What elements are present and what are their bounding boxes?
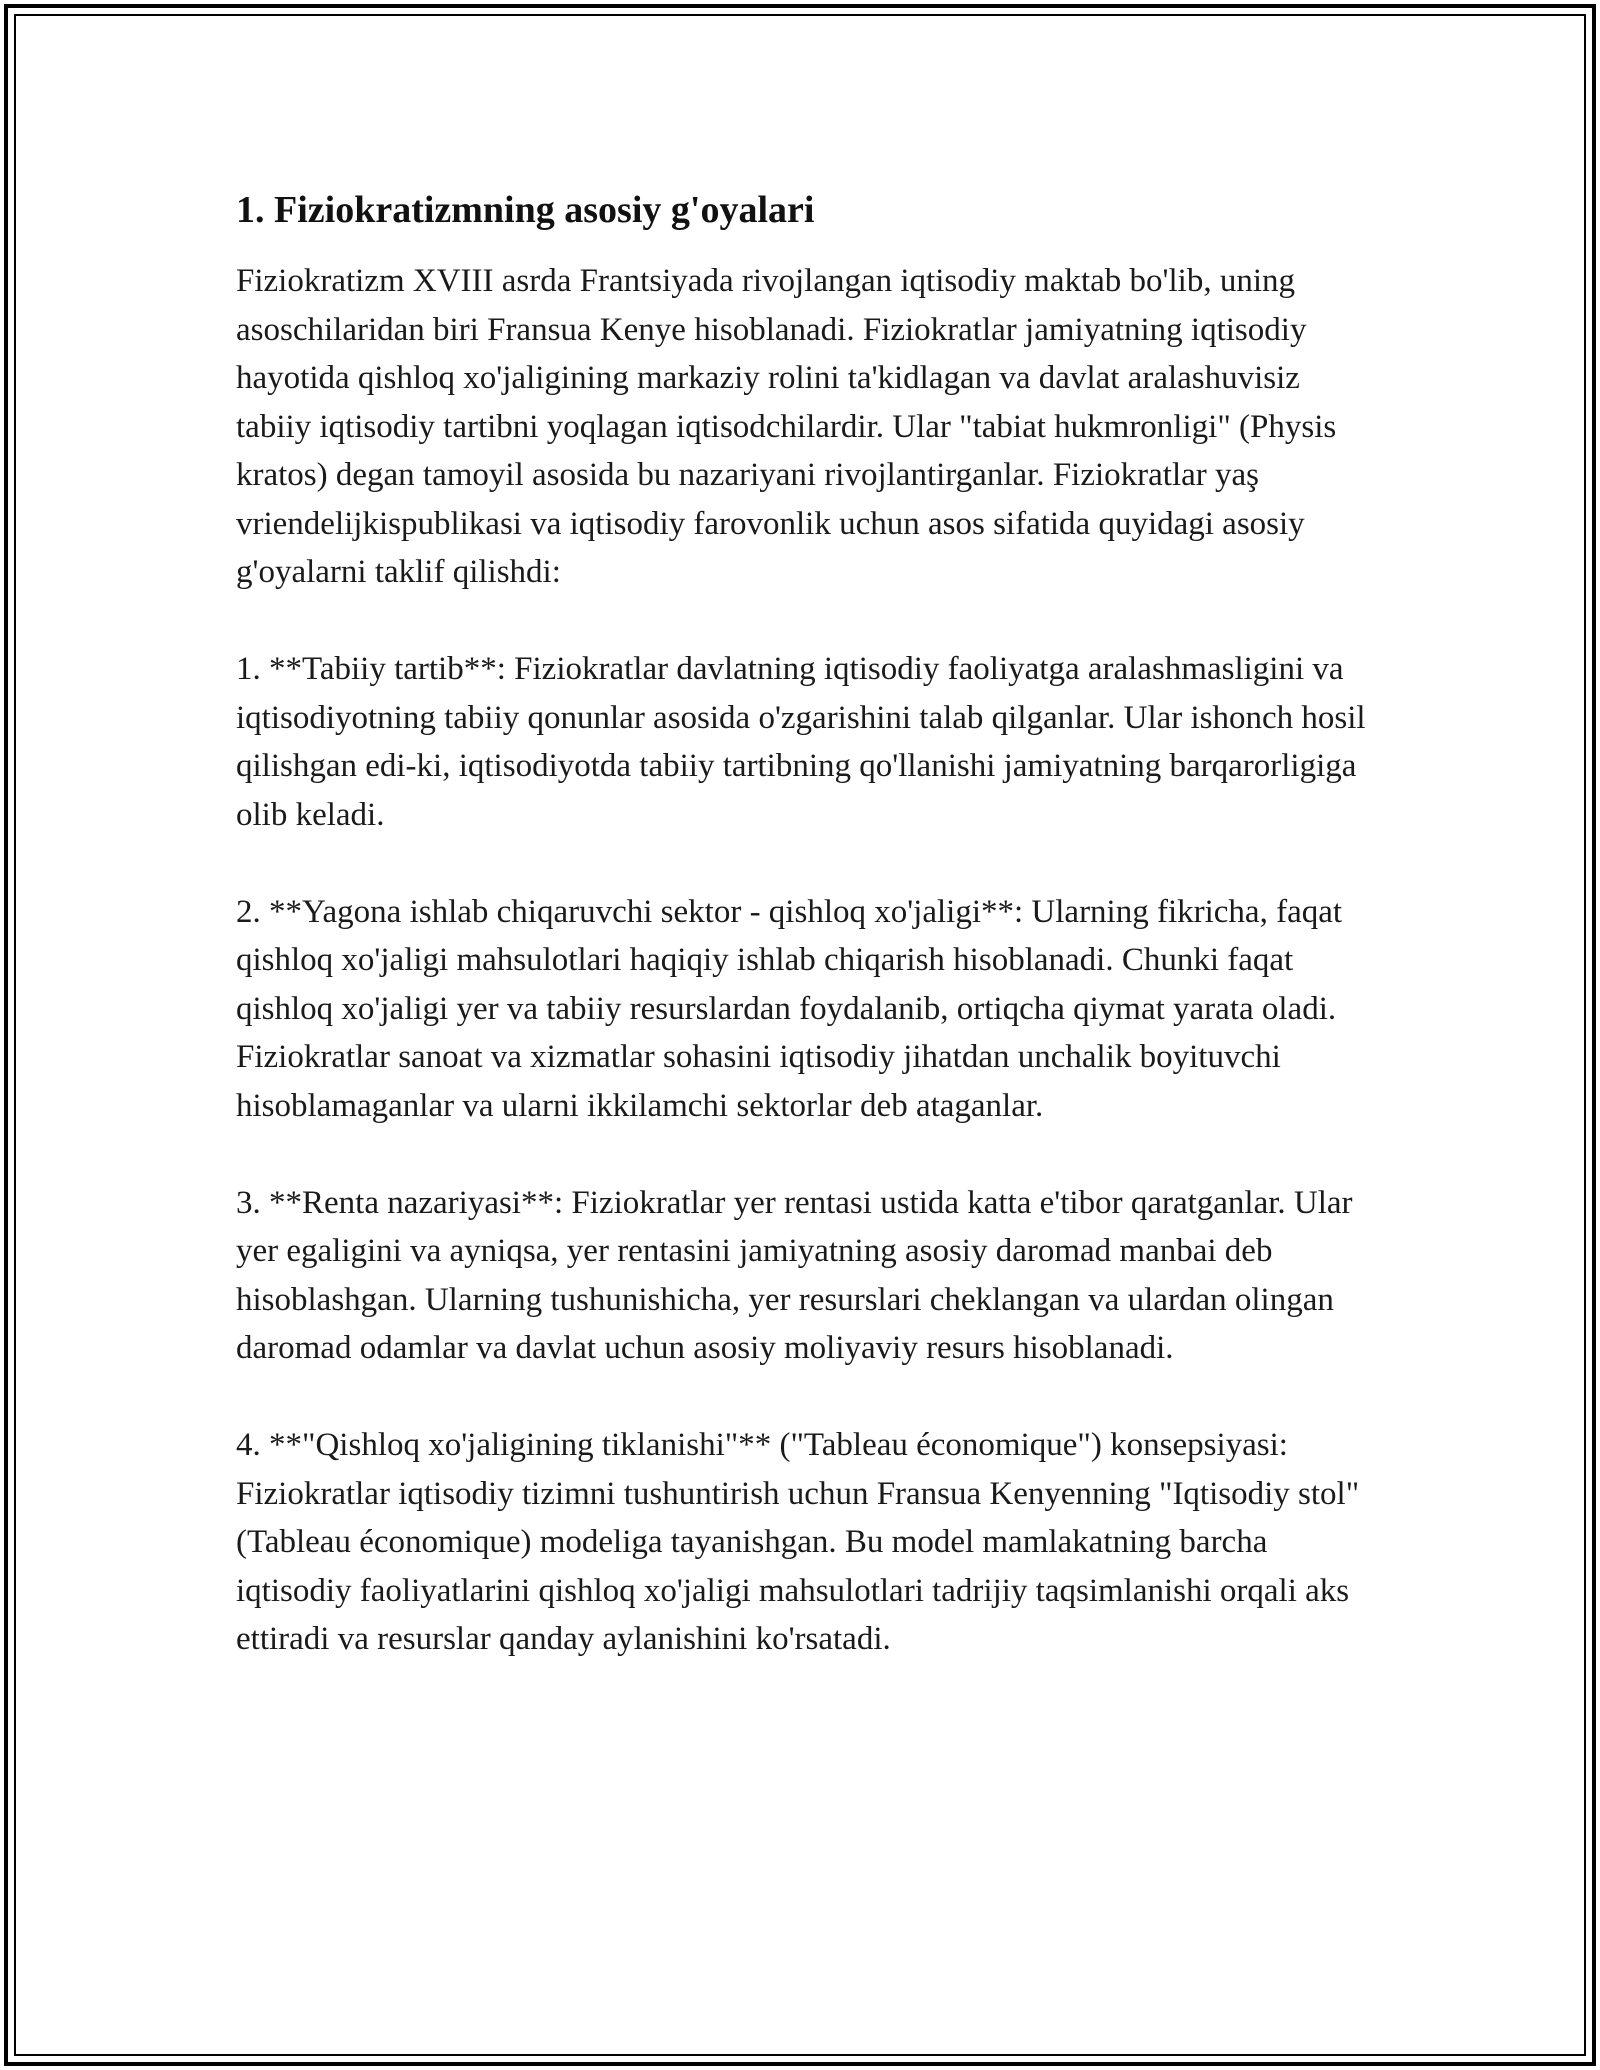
- intro-paragraph: Fiziokratizm XVIII asrda Frantsiyada rivojlangan iqtisodiy maktab bo'lib, uning asoschilaridan biri Fransua Kenye hisoblanadi. Fiziokratlar jamiyatning iqtisodiy hayotida qishloq xo'jaligining markaziy rolini ta'kidlagan va davlat aralashuvisiz tabiiy iqtisodiy tartibni yoqlagan iqtisodchilardir. Ular "tabiat hukmronligi" (Physis kratos) degan tamoyil asosida bu nazariyani rivojlantirganlar. Fiziokratlar yaş vriendelijkispublikasi va iqtisodiy farovonlik uchun asos sifatida quyidagi asosiy g'oyalarni taklif qilishdi:: [236, 263, 1337, 590]
- document-body: [236, 185, 1376, 1712]
- point-2-paragraph: 2. **Yagona ishlab chiqaruvchi sektor - qishloq xo'jaligi**: Ularning fikricha, faqat qishloq xo'jaligi mahsulotlari haqiqiy ishlab chiqarish hisoblanadi. Chunki faqat qishloq xo'jaligi yer va tabiiy resurslardan foydalanib, ortiqcha qiymat yarata oladi. Fiziokratlar sanoat va xizmatlar sohasini iqtisodiy jihatdan unchalik boyituvchi hisoblamaganlar va ularni ikkilamchi sektorlar deb ataganlar.: [236, 893, 1343, 1124]
- point-4-paragraph: 4. **"Qishloq xo'jaligining tiklanishi"** ("Tableau économique") konsepsiyasi: Fiziokratlar iqtisodiy tizimni tushuntirish uchun Fransua Kenyenning "Iqtisodiy stol" (Tableau économique) modeliga tayanishgan. Bu model mamlakatning barcha iqtisodiy faoliyatlarini qishloq xo'jaligi mahsulotlari tadrijiy taqsimlanishi orqali aks ettiradi va resurslar qanday aylanishini ko'rsatadi.: [236, 1427, 1360, 1657]
- point-1-paragraph: 1. **Tabiiy tartib**: Fiziokratlar davlatning iqtisodiy faoliyatga aralashmasligini va iqtisodiyotning tabiiy qonunlar asosida o'zgarishini talab qilganlar. Ular ishonch hosil qilishgan edi-ki, iqtisodiyotda tabiiy tartibning qo'llanishi jamiyatning barqarorligiga olib keladi.: [236, 651, 1366, 833]
- document-heading: 1. Fiziokratizmning asosiy g'oyalari: [236, 189, 815, 231]
- point-3-paragraph: 3. **Renta nazariyasi**: Fiziokratlar yer rentasi ustida katta e'tibor qaratganlar. Ular yer egaligini va ayniqsa, yer rentasini jamiyatning asosiy daromad manbai deb hisoblashgan. Ularning tushunishicha, yer resurslari cheklangan va ulardan olingan daromad odamlar va davlat uchun asosiy moliyaviy resurs hisoblanadi.: [236, 1184, 1353, 1366]
